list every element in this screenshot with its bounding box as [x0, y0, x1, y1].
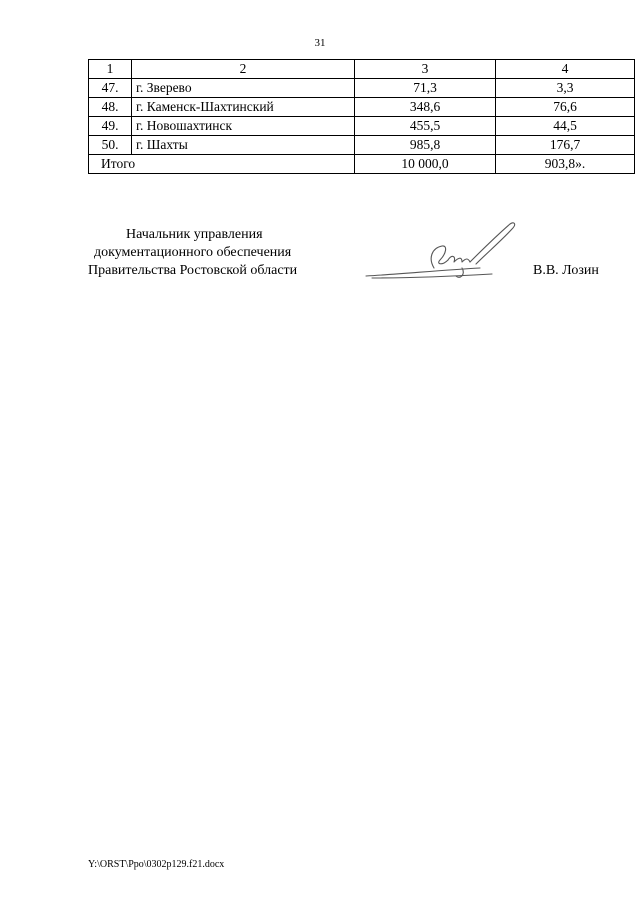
row-number: 49.: [89, 117, 132, 136]
row-col4: 176,7: [496, 136, 635, 155]
row-col3: 455,5: [355, 117, 496, 136]
signature-title-block: [88, 226, 348, 280]
handwritten-signature: [362, 218, 522, 286]
table-total-row: [89, 155, 635, 174]
row-col4: 3,3: [496, 79, 635, 98]
header-cell-4: 4: [496, 60, 635, 79]
row-number: 48.: [89, 98, 132, 117]
page-number: 31: [314, 37, 326, 49]
row-name: г. Новошахтинск: [132, 117, 355, 136]
row-name: г. Шахты: [132, 136, 355, 155]
row-number: 47.: [89, 79, 132, 98]
signer-name: В.В. Лозин: [533, 263, 599, 278]
file-path: Y:\ORST\Ppo\0302p129.f21.docx: [88, 859, 225, 870]
table-header-row: [89, 60, 635, 79]
row-name: г. Каменск-Шахтинский: [132, 98, 355, 117]
data-table: [88, 59, 635, 174]
row-name: г. Зверево: [132, 79, 355, 98]
header-cell-2: 2: [132, 60, 355, 79]
header-cell-3: 3: [355, 60, 496, 79]
total-col3: 10 000,0: [355, 155, 496, 174]
row-number: 50.: [89, 136, 132, 155]
signature-title-line: Правительства Ростовской области: [88, 263, 298, 278]
row-col4: 76,6: [496, 98, 635, 117]
total-label: Итого: [89, 155, 355, 174]
signature-title-line: Начальник управления: [126, 227, 263, 242]
row-col3: 348,6: [355, 98, 496, 117]
table-row: [89, 136, 635, 155]
signature-title-line: документационного обеспечения: [94, 245, 292, 260]
row-col4: 44,5: [496, 117, 635, 136]
row-col3: 71,3: [355, 79, 496, 98]
header-cell-1: 1: [89, 60, 132, 79]
row-col3: 985,8: [355, 136, 496, 155]
table-row: [89, 117, 635, 136]
total-col4: 903,8».: [496, 155, 635, 174]
table-row: [89, 79, 635, 98]
table-row: [89, 98, 635, 117]
